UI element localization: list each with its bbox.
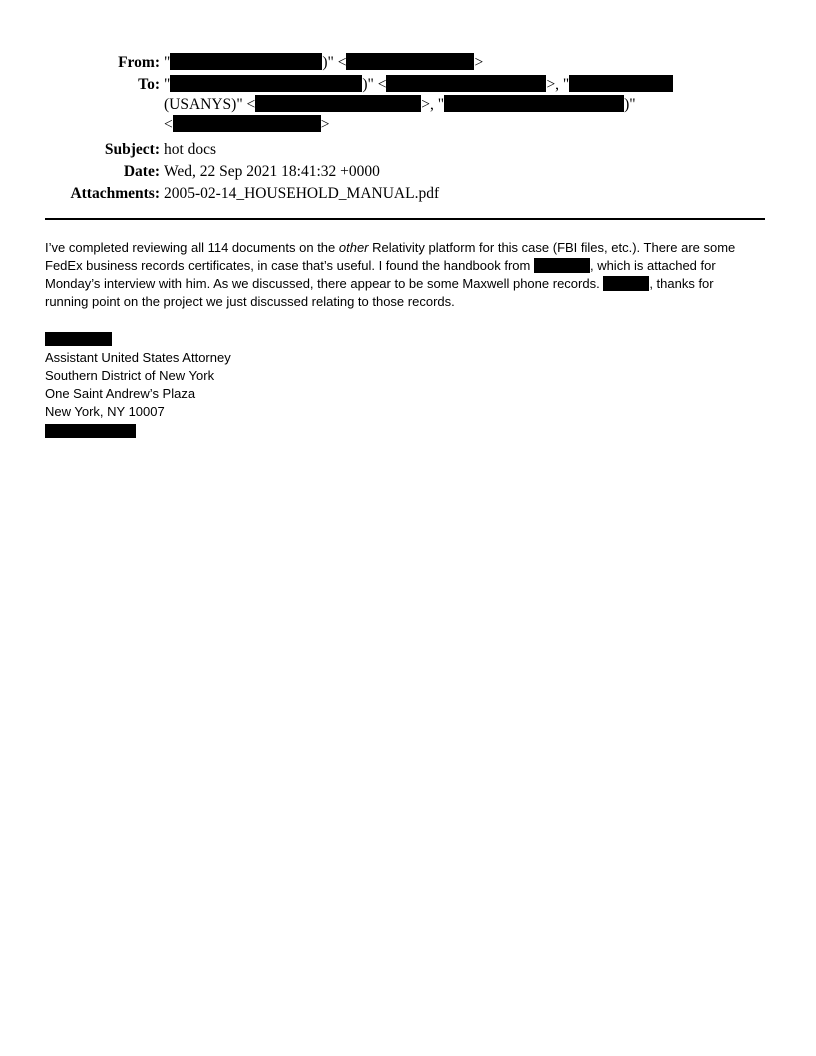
- from-value: " )" < >: [164, 54, 484, 71]
- to-label: To:: [138, 76, 160, 93]
- redaction-block: [534, 258, 590, 273]
- signature-office: Southern District of New York: [45, 368, 215, 383]
- redaction-block: [444, 95, 624, 112]
- subject-value: hot docs: [164, 141, 217, 158]
- redaction-block: [255, 95, 421, 112]
- date-row: [0, 161, 816, 182]
- redaction-block: [170, 75, 362, 92]
- to-row: [0, 74, 816, 138]
- signature-address-line2: New York, NY 10007: [45, 404, 165, 419]
- signature-address-line1: One Saint Andrew’s Plaza: [45, 386, 196, 401]
- signature-title: Assistant United States Attorney: [45, 350, 231, 365]
- redaction-block: [45, 332, 112, 346]
- message-body: [45, 239, 760, 311]
- redaction-block: [603, 276, 649, 291]
- redaction-block: [569, 75, 673, 92]
- to-value: " )" < >, " (USANYS)" < >, " )" < >: [164, 74, 704, 134]
- subject-label: Subject:: [104, 141, 160, 158]
- attachments-row: [0, 183, 816, 204]
- header-divider: [45, 218, 765, 220]
- attachment-filename[interactable]: 2005-02-14_HOUSEHOLD_MANUAL.pdf: [164, 185, 440, 202]
- message-paragraph: I’ve completed reviewing all 114 documents on the other Relativity platform for this case (FBI files, etc.). There are some FedEx business records certificates, in case that’s useful. I found the handbook from , which is attached for Monday’s interview with him. As we discussed, there appear to be some Maxwell phone records. , thanks for running point on the project we just discussed relating to those records.: [45, 240, 736, 309]
- signature-block: [45, 332, 231, 438]
- redaction-block: [173, 115, 321, 132]
- email-header: [0, 52, 816, 205]
- redaction-block: [45, 424, 136, 438]
- date-value: Wed, 22 Sep 2021 18:41:32 +0000: [164, 163, 380, 180]
- redaction-block: [386, 75, 546, 92]
- date-label: Date:: [123, 163, 160, 180]
- redaction-block: [346, 53, 474, 70]
- from-row: [0, 52, 816, 73]
- subject-row: [0, 139, 816, 160]
- from-label: From:: [118, 54, 160, 71]
- redaction-block: [170, 53, 322, 70]
- attachments-label: Attachments:: [70, 185, 160, 202]
